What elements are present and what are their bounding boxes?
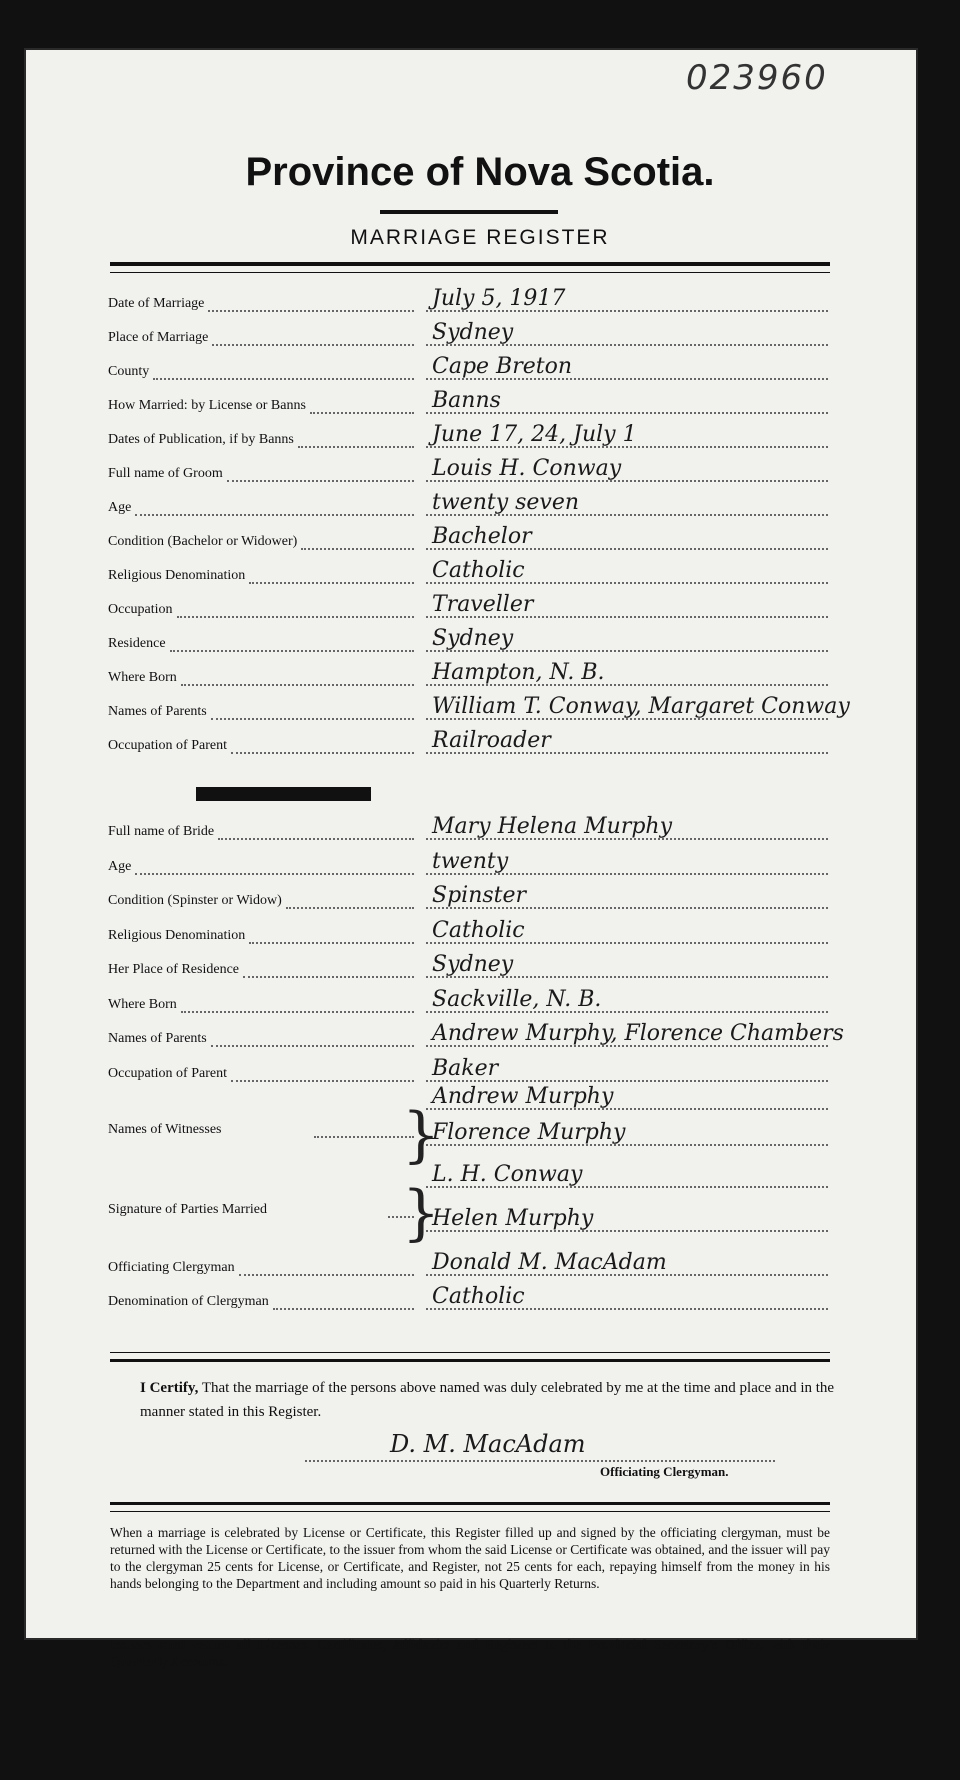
dotted-leader (249, 582, 414, 584)
dotted-leader (227, 480, 414, 482)
signature-1-row (108, 1162, 828, 1196)
header-divider (110, 262, 830, 273)
field-label: Religious Denomination (108, 568, 246, 583)
field-label: Age (108, 858, 132, 874)
witness-1-row (108, 1084, 828, 1118)
field-value: June 17, 24, July 1 (432, 422, 637, 447)
field-value: Sydney (432, 626, 514, 651)
bride-section-row (108, 917, 828, 952)
dotted-leader (286, 907, 414, 909)
dotted-leader (301, 548, 414, 550)
serial-number: 023960 (686, 58, 828, 98)
field-value: Sackville, N. B. (432, 986, 602, 1012)
dotted-leader (243, 976, 414, 978)
field-label: Occupation (108, 602, 173, 617)
field-value: Sydney (432, 320, 514, 345)
field-label: Full name of Bride (108, 824, 215, 839)
groom-section-row (108, 660, 828, 694)
certify-divider (110, 1352, 830, 1362)
section-divider-bar (196, 787, 371, 801)
page-subtitle: MARRIAGE REGISTER (350, 226, 610, 249)
field-value: Louis H. Conway (432, 456, 622, 481)
witnesses-label: Names of Witnesses (108, 1122, 222, 1137)
signature-label: Officiating Clergyman. (600, 1464, 729, 1479)
notes-divider (110, 1502, 830, 1512)
clergy-row (108, 1250, 828, 1284)
field-label: Full name of Groom (108, 466, 223, 481)
field-label: Condition (Bachelor or Widower) (108, 534, 298, 549)
field-label: Age (108, 500, 132, 515)
dotted-leader (310, 412, 414, 414)
witnesses-brace: } (402, 1100, 441, 1170)
dotted-leader (212, 344, 414, 346)
instructions-bold-paragraph: Issuers must return all Licenses, Certificates, Affidavits and Registers to the Provincial Secretary's Office, with their Quarterly Accounts. (110, 1637, 830, 1669)
field-label: Residence (108, 636, 166, 651)
dotted-leader (181, 684, 414, 686)
field-value: Spinster (432, 883, 527, 908)
groom-section-row (108, 626, 828, 660)
field-label: Occupation of Parent (108, 1065, 227, 1081)
dotted-leader (239, 1274, 414, 1276)
groom-section-row (108, 422, 828, 456)
field-label: Occupation of Parent (108, 738, 227, 753)
field-label: How Married: by License or Banns (108, 398, 306, 413)
dotted-leader (135, 873, 414, 875)
dotted-leader (211, 718, 414, 720)
dotted-leader (211, 1045, 414, 1047)
field-value: Baker (432, 1055, 499, 1081)
dotted-leader (170, 650, 414, 652)
dotted-leader (181, 1011, 414, 1013)
field-label: Officiating Clergyman (108, 1260, 235, 1275)
witness-2-row (108, 1120, 828, 1154)
field-value: Bachelor (432, 524, 532, 549)
witness-2-value: Florence Murphy (432, 1120, 626, 1145)
field-value: twenty (432, 848, 509, 874)
page-title: Province of Nova Scotia. (245, 150, 715, 194)
field-label: Dates of Publication, if by Banns (108, 432, 294, 447)
dotted-leader (273, 1308, 414, 1310)
field-value: Traveller (432, 592, 534, 617)
title-underline (380, 210, 558, 214)
groom-section-row (108, 286, 828, 320)
groom-section-row (108, 456, 828, 490)
field-value: July 5, 1917 (432, 286, 566, 311)
signatures-label: Signature of Parties Married (108, 1202, 268, 1217)
groom-section-row (108, 592, 828, 626)
instructions-paragraph: When a marriage is celebrated by License or Certificate, this Register filled up and signed by the officiating clergyman, must be returned with the License or Certificate, to the issuer from whom the said License or Certificate was obtained, and the issuer will pay to the clergyman 25 cents for License, or Certificate, and Register, not 25 cents for each, repaying himself from the money in his hands belonging to the Department and including amount so paid in his Quarterly Returns. (110, 1525, 830, 1591)
groom-section-row (108, 524, 828, 558)
bride-section-row (108, 986, 828, 1021)
signature-line (305, 1460, 775, 1462)
field-value: Hampton, N. B. (432, 660, 605, 685)
field-value: twenty seven (432, 490, 580, 515)
signatures-brace: } (402, 1178, 441, 1248)
dotted-leader (153, 378, 414, 380)
dotted-leader (298, 446, 414, 448)
bride-section-row (108, 883, 828, 917)
bride-section-row (108, 1021, 844, 1055)
groom-section-row (108, 320, 828, 354)
field-label: Her Place of Residence (108, 962, 239, 977)
field-value: Catholic (432, 558, 525, 583)
field-label: Condition (Spinster or Widow) (108, 893, 282, 908)
clergy-signature: D. M. MacAdam (390, 1430, 586, 1458)
bride-section-row (108, 814, 828, 848)
dotted-leader (231, 1080, 414, 1082)
field-value: Cape Breton (432, 354, 573, 379)
field-value: Banns (432, 388, 501, 413)
dotted-leader (218, 838, 414, 840)
certify-text: That the marriage of the persons above named was duly celebrated by me at the time and place and in the manner stated in this Register. (140, 1380, 835, 1420)
field-label: Religious Denomination (108, 927, 246, 943)
groom-section-row (108, 354, 828, 388)
field-value: William T. Conway, Margaret Conway (432, 694, 850, 719)
dotted-leader (208, 310, 414, 312)
dotted-leader (135, 514, 414, 516)
field-label: Names of Parents (108, 1031, 207, 1046)
field-value: Donald M. MacAdam (432, 1250, 667, 1275)
field-value: Railroader (432, 728, 551, 753)
signature-2-value: Helen Murphy (432, 1206, 594, 1231)
bride-section-row (108, 952, 828, 986)
field-label: Where Born (108, 670, 177, 685)
signature-1-value: L. H. Conway (432, 1162, 583, 1187)
field-value: Catholic (432, 1284, 525, 1309)
field-value: Catholic (432, 917, 525, 943)
field-value: Mary Helena Murphy (432, 814, 673, 839)
certify-statement (140, 1376, 840, 1424)
groom-section-row (108, 728, 828, 762)
certify-lead: I Certify, (140, 1380, 199, 1396)
field-label: Denomination of Clergyman (108, 1294, 269, 1309)
groom-section-row (108, 388, 828, 422)
field-value: Andrew Murphy, Florence Chambers (432, 1021, 844, 1046)
field-label: Names of Parents (108, 704, 207, 719)
field-label: County (108, 364, 150, 379)
clergy-row (108, 1284, 828, 1318)
dotted-leader (177, 616, 414, 618)
bride-section-row (108, 848, 828, 883)
witness-1-value: Andrew Murphy (432, 1084, 614, 1109)
field-value: Sydney (432, 952, 514, 977)
field-label: Date of Marriage (108, 296, 205, 311)
groom-section-row (108, 694, 850, 728)
groom-section-row (108, 490, 828, 524)
dotted-leader (249, 942, 414, 944)
field-label: Place of Marriage (108, 330, 209, 345)
groom-section-row (108, 558, 828, 592)
field-label: Where Born (108, 996, 177, 1012)
dotted-leader (231, 752, 414, 754)
